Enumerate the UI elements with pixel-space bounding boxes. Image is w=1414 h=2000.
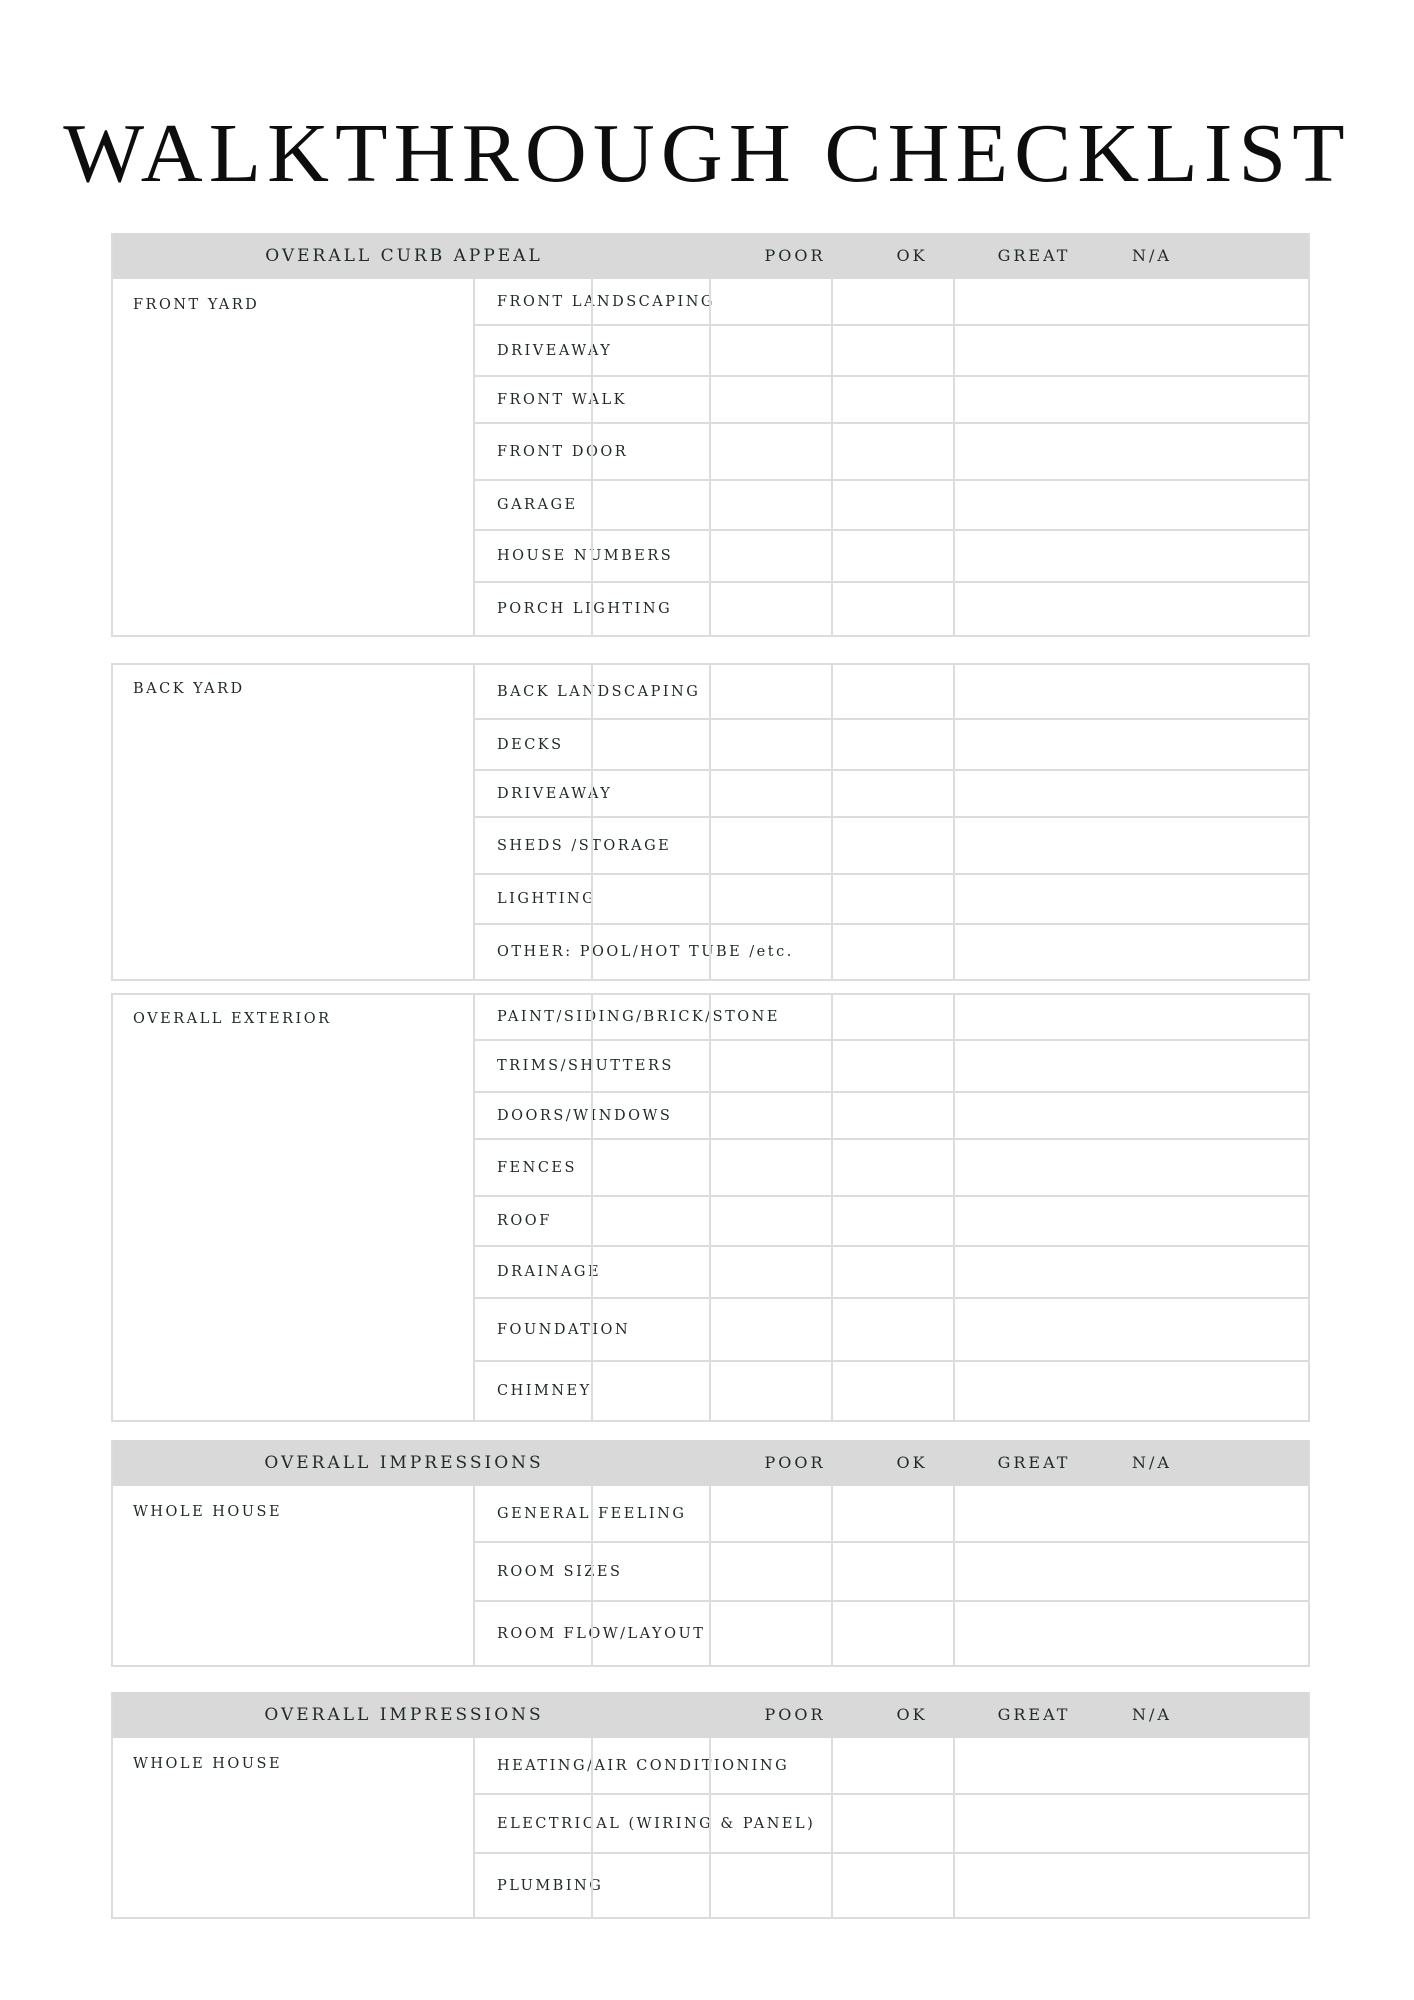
item-label: PLUMBING xyxy=(497,1877,604,1894)
checklist-row xyxy=(475,1140,1308,1197)
rating-box-poor[interactable] xyxy=(591,377,709,422)
rating-box-na[interactable] xyxy=(953,326,1310,375)
rating-box-na[interactable] xyxy=(953,875,1310,923)
rating-box-poor[interactable] xyxy=(591,326,709,375)
rating-box-great[interactable] xyxy=(831,326,953,375)
rating-box-poor[interactable] xyxy=(591,1795,709,1852)
rating-box-poor[interactable] xyxy=(591,1140,709,1195)
rating-box-ok[interactable] xyxy=(709,1247,831,1297)
column-header-poor: POOR xyxy=(764,1705,826,1724)
rating-box-poor[interactable] xyxy=(591,771,709,816)
rating-box-poor[interactable] xyxy=(591,665,709,718)
page-title: WALKTHROUGH CHECKLIST xyxy=(63,107,1351,200)
checklist-row xyxy=(475,925,1308,979)
rating-box-great[interactable] xyxy=(831,1299,953,1360)
rating-box-great[interactable] xyxy=(831,1140,953,1195)
rating-box-great[interactable] xyxy=(831,1247,953,1297)
rating-box-ok[interactable] xyxy=(709,995,831,1039)
rating-box-na[interactable] xyxy=(953,1299,1310,1360)
checklist-row xyxy=(475,1093,1308,1140)
group-label: BACK YARD xyxy=(133,681,245,697)
checklist-row xyxy=(475,1854,1308,1917)
checklist-section xyxy=(111,233,1310,637)
item-label: DECKS xyxy=(497,736,564,753)
checklist-row xyxy=(475,1795,1308,1854)
checklist-row xyxy=(475,1362,1308,1420)
group-label: OVERALL EXTERIOR xyxy=(133,1011,332,1027)
rating-box-great[interactable] xyxy=(831,720,953,769)
rating-box-ok[interactable] xyxy=(709,1854,831,1917)
section-title: OVERALL IMPRESSIONS xyxy=(264,1453,544,1473)
rating-box-great[interactable] xyxy=(831,279,953,324)
rating-box-ok[interactable] xyxy=(709,1299,831,1360)
rating-box-poor[interactable] xyxy=(591,925,709,979)
item-label: FRONT LANDSCAPING xyxy=(497,293,716,310)
rating-box-poor[interactable] xyxy=(591,1854,709,1917)
column-header-na: N/A xyxy=(1132,1453,1172,1472)
column-header-na: N/A xyxy=(1132,246,1172,265)
rating-box-ok[interactable] xyxy=(709,1602,831,1665)
rating-box-na[interactable] xyxy=(953,1854,1310,1917)
item-label: FRONT DOOR xyxy=(497,443,629,460)
column-header-ok: OK xyxy=(896,1453,928,1472)
checklist-row xyxy=(475,1197,1308,1247)
checklist-row xyxy=(475,1486,1308,1543)
checklist-row xyxy=(475,279,1308,326)
checklist-section xyxy=(111,993,1310,1422)
rating-box-ok[interactable] xyxy=(709,1543,831,1600)
item-label: FENCES xyxy=(497,1159,577,1176)
column-header-ok: OK xyxy=(896,246,928,265)
rating-box-poor[interactable] xyxy=(591,1041,709,1091)
checklist-row xyxy=(475,326,1308,377)
item-label: PAINT/SIDING/BRICK/STONE xyxy=(497,1009,780,1025)
checklist-row xyxy=(475,665,1308,720)
rating-box-great[interactable] xyxy=(831,1738,953,1793)
group-label: WHOLE HOUSE xyxy=(133,1504,283,1520)
checklist-section xyxy=(111,1440,1310,1667)
checklist-row xyxy=(475,583,1308,635)
item-label: HOUSE NUMBERS xyxy=(497,548,674,564)
checklist-row xyxy=(475,875,1308,925)
rating-box-ok[interactable] xyxy=(709,531,831,581)
rating-box-great[interactable] xyxy=(831,875,953,923)
rating-box-ok[interactable] xyxy=(709,1093,831,1138)
rating-box-great[interactable] xyxy=(831,665,953,718)
section-header xyxy=(113,233,1308,279)
item-label: PORCH LIGHTING xyxy=(497,601,673,617)
rating-box-poor[interactable] xyxy=(591,424,709,479)
section-title: OVERALL IMPRESSIONS xyxy=(264,1705,544,1725)
item-label: GENERAL FEELING xyxy=(497,1505,687,1522)
rating-box-poor[interactable] xyxy=(591,1543,709,1600)
item-label: ROOF xyxy=(497,1213,552,1229)
checklist-row xyxy=(475,771,1308,818)
rating-box-ok[interactable] xyxy=(709,818,831,873)
rating-box-poor[interactable] xyxy=(591,1247,709,1297)
item-label: ROOM SIZES xyxy=(497,1563,623,1580)
checklist-row xyxy=(475,1247,1308,1299)
rating-box-great[interactable] xyxy=(831,1602,953,1665)
rating-box-great[interactable] xyxy=(831,1041,953,1091)
column-header-ok: OK xyxy=(896,1705,928,1724)
rating-box-ok[interactable] xyxy=(709,720,831,769)
group-label: WHOLE HOUSE xyxy=(133,1756,283,1772)
section-header xyxy=(113,1440,1308,1486)
rating-box-ok[interactable] xyxy=(709,875,831,923)
rating-box-na[interactable] xyxy=(953,818,1310,873)
section-title: OVERALL CURB APPEAL xyxy=(265,246,543,266)
rating-box-poor[interactable] xyxy=(591,279,709,324)
checklist-row xyxy=(475,1543,1308,1602)
rating-box-ok[interactable] xyxy=(709,326,831,375)
rating-box-ok[interactable] xyxy=(709,925,831,979)
rating-box-ok[interactable] xyxy=(709,481,831,529)
rating-box-poor[interactable] xyxy=(591,1197,709,1245)
item-label: ROOM FLOW/LAYOUT xyxy=(497,1625,706,1642)
item-label: HEATING/AIR CONDITIONING xyxy=(497,1757,790,1774)
column-header-great: GREAT xyxy=(997,246,1071,265)
item-label: TRIMS/SHUTTERS xyxy=(497,1058,674,1074)
column-header-poor: POOR xyxy=(764,1453,826,1472)
rating-box-poor[interactable] xyxy=(591,481,709,529)
rating-box-poor[interactable] xyxy=(591,1738,709,1793)
rating-box-ok[interactable] xyxy=(709,1362,831,1420)
rating-box-great[interactable] xyxy=(831,1093,953,1138)
rating-box-na[interactable] xyxy=(953,1197,1310,1245)
rating-box-poor[interactable] xyxy=(591,720,709,769)
checklist-row xyxy=(475,531,1308,583)
item-label: FOUNDATION xyxy=(497,1321,631,1338)
item-label: OTHER: POOL/HOT TUBE /etc. xyxy=(497,944,794,960)
rating-box-na[interactable] xyxy=(953,1602,1310,1665)
rating-box-great[interactable] xyxy=(831,995,953,1039)
rating-box-na[interactable] xyxy=(953,925,1310,979)
rating-box-great[interactable] xyxy=(831,1197,953,1245)
item-label: DOORS/WINDOWS xyxy=(497,1107,673,1124)
rating-box-poor[interactable] xyxy=(591,531,709,581)
rating-box-great[interactable] xyxy=(831,818,953,873)
item-label: SHEDS /STORAGE xyxy=(497,837,672,854)
rating-box-great[interactable] xyxy=(831,1854,953,1917)
rating-box-ok[interactable] xyxy=(709,1486,831,1541)
checklist-row xyxy=(475,720,1308,771)
rating-box-na[interactable] xyxy=(953,279,1310,324)
rating-box-poor[interactable] xyxy=(591,1362,709,1420)
column-header-na: N/A xyxy=(1132,1705,1172,1724)
rating-box-na[interactable] xyxy=(953,424,1310,479)
rating-box-great[interactable] xyxy=(831,925,953,979)
rating-box-great[interactable] xyxy=(831,1543,953,1600)
rating-box-ok[interactable] xyxy=(709,1140,831,1195)
checklist-row xyxy=(475,1299,1308,1362)
rating-box-great[interactable] xyxy=(831,583,953,635)
rating-box-na[interactable] xyxy=(953,1543,1310,1600)
column-header-poor: POOR xyxy=(764,246,826,265)
rating-box-na[interactable] xyxy=(953,1247,1310,1297)
checklist-section xyxy=(111,663,1310,981)
rating-box-na[interactable] xyxy=(953,1140,1310,1195)
rating-box-ok[interactable] xyxy=(709,1795,831,1852)
rating-box-na[interactable] xyxy=(953,771,1310,816)
rating-box-poor[interactable] xyxy=(591,1299,709,1360)
rating-box-poor[interactable] xyxy=(591,583,709,635)
checklist-row xyxy=(475,1738,1308,1795)
rating-box-ok[interactable] xyxy=(709,771,831,816)
rating-box-poor[interactable] xyxy=(591,875,709,923)
checklist-section xyxy=(111,1692,1310,1919)
group-label: FRONT YARD xyxy=(133,297,260,313)
rating-box-ok[interactable] xyxy=(709,377,831,422)
rating-box-great[interactable] xyxy=(831,377,953,422)
item-label: BACK LANDSCAPING xyxy=(497,683,701,700)
rating-box-na[interactable] xyxy=(953,1738,1310,1793)
rating-box-na[interactable] xyxy=(953,531,1310,581)
rating-box-poor[interactable] xyxy=(591,1486,709,1541)
checklist-row xyxy=(475,818,1308,875)
rating-box-poor[interactable] xyxy=(591,1602,709,1665)
rating-box-poor[interactable] xyxy=(591,995,709,1039)
rating-box-ok[interactable] xyxy=(709,1197,831,1245)
item-label: DRAINAGE xyxy=(497,1264,602,1280)
section-header xyxy=(113,1692,1308,1738)
checklist-row xyxy=(475,377,1308,424)
rating-box-great[interactable] xyxy=(831,1362,953,1420)
rating-box-na[interactable] xyxy=(953,583,1310,635)
item-label: DRIVEAWAY xyxy=(497,342,613,359)
column-header-great: GREAT xyxy=(997,1453,1071,1472)
checklist-row xyxy=(475,424,1308,481)
rating-box-great[interactable] xyxy=(831,424,953,479)
rating-box-na[interactable] xyxy=(953,1041,1310,1091)
rating-box-na[interactable] xyxy=(953,995,1310,1039)
rating-box-na[interactable] xyxy=(953,1486,1310,1541)
item-label: GARAGE xyxy=(497,497,578,513)
rating-box-great[interactable] xyxy=(831,1795,953,1852)
rating-box-na[interactable] xyxy=(953,720,1310,769)
item-label: ELECTRICAL (WIRING & PANEL) xyxy=(497,1815,816,1832)
rating-box-na[interactable] xyxy=(953,1795,1310,1852)
item-label: DRIVEAWAY xyxy=(497,785,613,802)
checklist-row xyxy=(475,481,1308,531)
rating-box-na[interactable] xyxy=(953,1093,1310,1138)
rating-box-poor[interactable] xyxy=(591,1093,709,1138)
item-label: CHIMNEY xyxy=(497,1383,592,1399)
rating-box-ok[interactable] xyxy=(709,665,831,718)
rating-box-ok[interactable] xyxy=(709,583,831,635)
rating-box-na[interactable] xyxy=(953,481,1310,529)
item-label: FRONT WALK xyxy=(497,391,627,408)
rating-box-ok[interactable] xyxy=(709,424,831,479)
rating-box-na[interactable] xyxy=(953,1362,1310,1420)
rating-box-ok[interactable] xyxy=(709,1738,831,1793)
column-header-great: GREAT xyxy=(997,1705,1071,1724)
checklist-row xyxy=(475,995,1308,1041)
rating-box-ok[interactable] xyxy=(709,1041,831,1091)
rating-box-great[interactable] xyxy=(831,771,953,816)
rating-box-poor[interactable] xyxy=(591,818,709,873)
rating-box-na[interactable] xyxy=(953,665,1310,718)
rating-box-great[interactable] xyxy=(831,531,953,581)
rating-box-great[interactable] xyxy=(831,481,953,529)
rating-box-ok[interactable] xyxy=(709,279,831,324)
checklist-row xyxy=(475,1041,1308,1093)
rating-box-great[interactable] xyxy=(831,1486,953,1541)
checklist-row xyxy=(475,1602,1308,1665)
item-label: LIGHTING xyxy=(497,891,597,907)
rating-box-na[interactable] xyxy=(953,377,1310,422)
